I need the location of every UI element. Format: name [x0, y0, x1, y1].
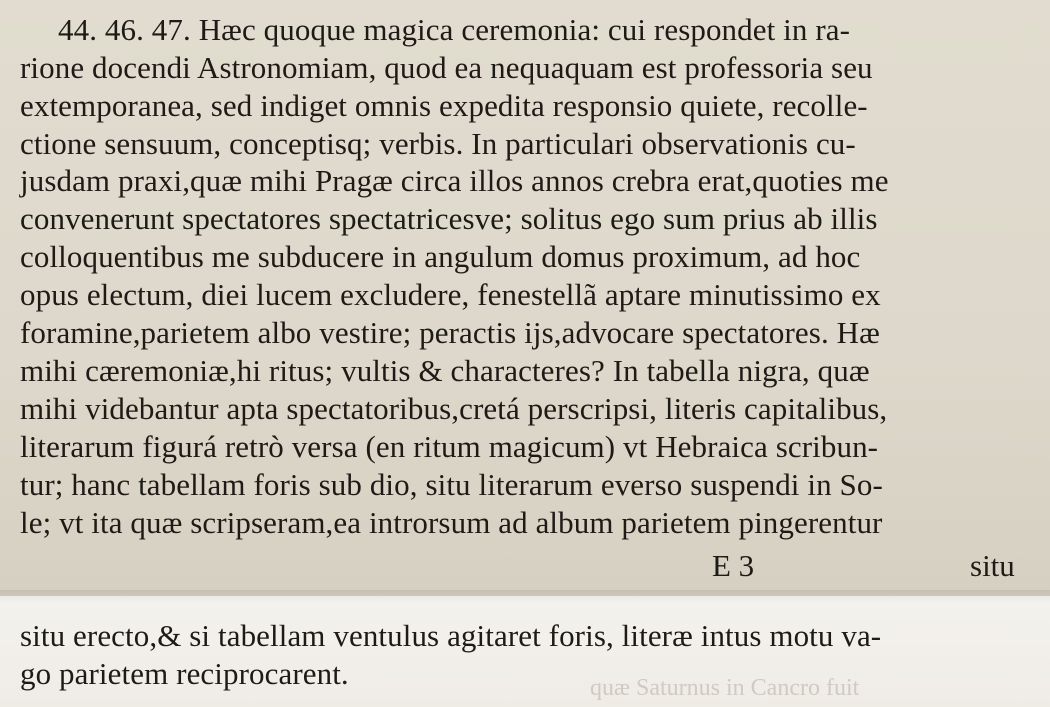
text-line-13: tur; hanc tabellam foris sub dio, situ literarum everso suspendi in So-: [20, 467, 883, 502]
text-line-7: colloquentibus me subducere in angulum domus proximum, ad hoc: [20, 239, 861, 274]
text-line-10: mihi cæremoniæ,hi ritus; vultis & characteres? In tabella nigra, quæ: [20, 353, 870, 388]
text-line-3: extemporanea, sed indiget omnis expedita responsio quiete, recolle-: [20, 88, 868, 123]
text-line-1: 44. 46. 47. Hæc quoque magica ceremonia: cui respondet in ra-: [58, 12, 851, 47]
text-line-12: literarum figurá retrò versa (en ritum magicum) vt Hebraica scribun-: [20, 429, 879, 464]
text-line-6: convenerunt spectatores spectatricesve; solitus ego sum prius ab illis: [20, 201, 878, 236]
text-line-4: ctione sensuum, conceptisq; verbis. In particulari observationis cu-: [20, 126, 856, 161]
page-seam: [0, 590, 1050, 602]
text-line-2: rione docendi Astronomiam, quod ea nequaquam est professoria seu: [20, 50, 873, 85]
bleed-through-text: quæ Saturnus in Cancro fuit: [590, 675, 860, 701]
signature-mark: E 3: [712, 548, 755, 583]
next-page-line-1: situ erecto,& si tabellam ventulus agitaret foris, literæ intus motu va-: [20, 618, 882, 653]
text-line-14: le; vt ita quæ scripseram,ea introrsum ad album parietem pingerentur: [20, 505, 883, 540]
text-line-8: opus electum, diei lucem excludere, fenestellã aptare minutissimo ex: [20, 277, 881, 312]
next-page-line-2: go parietem reciprocarent.: [20, 656, 349, 691]
text-line-9: foramine,parietem albo vestire; peractis ijs,advocare spectatores. Hæ: [20, 315, 880, 350]
catchword: situ: [970, 548, 1015, 583]
text-line-11: mihi videbantur apta spectatoribus,cretá perscripsi, literis capitalibus,: [20, 391, 888, 426]
text-line-5: jusdam praxi,quæ mihi Pragæ circa illos annos crebra erat,quoties me: [20, 163, 889, 198]
